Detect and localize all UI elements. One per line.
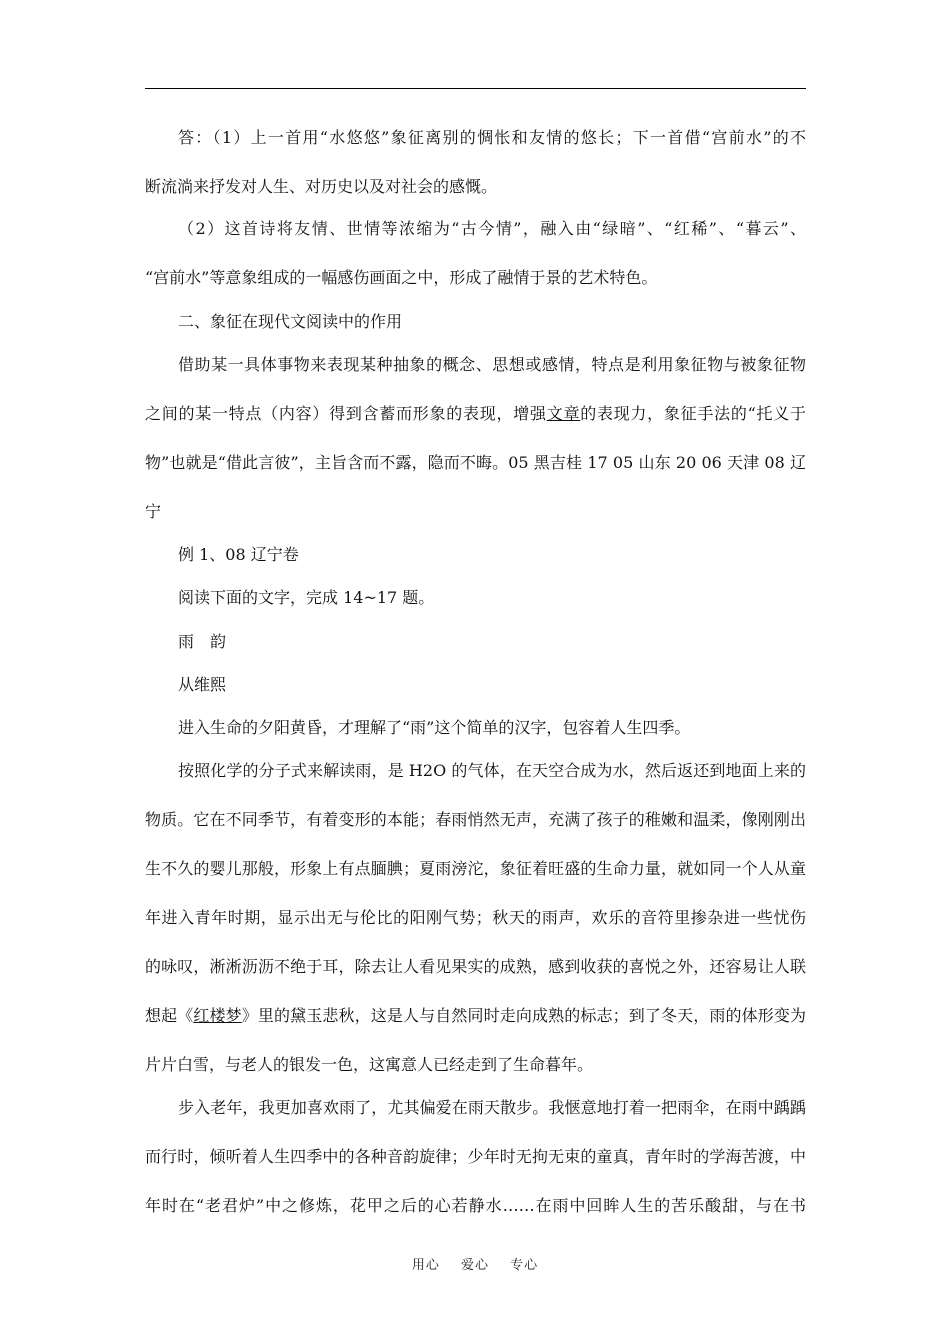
footer-text-2: 爱心 bbox=[460, 1258, 489, 1273]
section-heading: 二、象征在现代文阅读中的作用 bbox=[178, 312, 403, 331]
para-line: 之间的某一特点（内容）得到含蓄而形象的表现，增强文章的表现力，象征手法的“托义于 bbox=[145, 404, 806, 423]
para-line: 进入生命的夕阳黄昏，才理解了“雨”这个简单的汉字，包容着人生四季。 bbox=[178, 718, 691, 737]
para-line: 物”也就是“借此言彼”，主旨含而不露，隐而不晦。05 黑吉桂 17 05 山东 20 06 天津 08 辽 bbox=[145, 453, 806, 472]
answer-line-2: 断流淌来抒发对人生、对历史以及对社会的感慨。 bbox=[145, 177, 498, 196]
para-line: 物质。它在不同季节，有着变形的本能；春雨悄然无声，充满了孩子的稚嫩和温柔，像刚刚出 bbox=[145, 810, 806, 829]
page-footer bbox=[0, 1254, 950, 1273]
para-line: 按照化学的分子式来解读雨，是 H2O 的气体，在天空合成为水，然后返还到地面上来的 bbox=[178, 761, 806, 780]
para-line: 借助某一具体事物来表现某种抽象的概念、思想或感情，特点是利用象征物与被象征物 bbox=[178, 355, 806, 374]
article-title: 雨 韵 bbox=[178, 632, 227, 651]
instruction: 阅读下面的文字，完成 14~17 题。 bbox=[178, 588, 435, 607]
para-line: 片片白雪，与老人的银发一色，这寓意人已经走到了生命暮年。 bbox=[145, 1055, 594, 1074]
para-line: 步入老年，我更加喜欢雨了，尤其偏爱在雨天散步。我惬意地打着一把雨伞，在雨中踽踽 bbox=[178, 1098, 806, 1117]
answer-line-4: “宫前水”等意象组成的一幅感伤画面之中，形成了融情于景的艺术特色。 bbox=[145, 268, 658, 287]
link-hongloumeng[interactable]: 红楼梦 bbox=[193, 1006, 242, 1025]
footer-text-3: 专心 bbox=[510, 1258, 539, 1273]
para-line: 生不久的婴儿那般，形象上有点腼腆；夏雨滂沱，象征着旺盛的生命力量，就如同一个人从童 bbox=[145, 859, 806, 878]
footer-text-1: 用心 bbox=[411, 1258, 440, 1273]
para-line: 年时在“老君炉”中之修炼，花甲之后的心若静水……在雨中回眸人生的苦乐酸甜，与在书 bbox=[145, 1196, 806, 1215]
link-wenzhang[interactable]: 文章 bbox=[546, 404, 581, 423]
para-line: 而行时，倾听着人生四季中的各种音韵旋律；少年时无拘无束的童真，青年时的学海苦渡，中 bbox=[145, 1147, 806, 1166]
article-author: 从维熙 bbox=[178, 675, 227, 694]
example-label: 例 1、08 辽宁卷 bbox=[178, 545, 299, 564]
answer-line-3: （2）这首诗将友情、世情等浓缩为“古今情”，融入由“绿暗”、“红稀”、“暮云”、 bbox=[178, 219, 806, 238]
para-line: 的咏叹，淅淅沥沥不绝于耳，除去让人看见果实的成熟，感到收获的喜悦之外，还容易让人联 bbox=[145, 957, 806, 976]
para-line: 年进入青年时期，显示出无与伦比的阳刚气势；秋天的雨声，欢乐的音符里掺杂进一些忧伤 bbox=[145, 908, 806, 927]
header-rule bbox=[145, 88, 806, 89]
para-line: 想起《红楼梦》里的黛玉悲秋，这是人与自然同时走向成熟的标志；到了冬天，雨的体形变为 bbox=[145, 1006, 806, 1025]
answer-line-1: 答：（1）上一首用“水悠悠”象征离别的惆怅和友情的悠长；下一首借“宫前水”的不 bbox=[178, 128, 806, 147]
para-line: 宁 bbox=[145, 502, 162, 521]
